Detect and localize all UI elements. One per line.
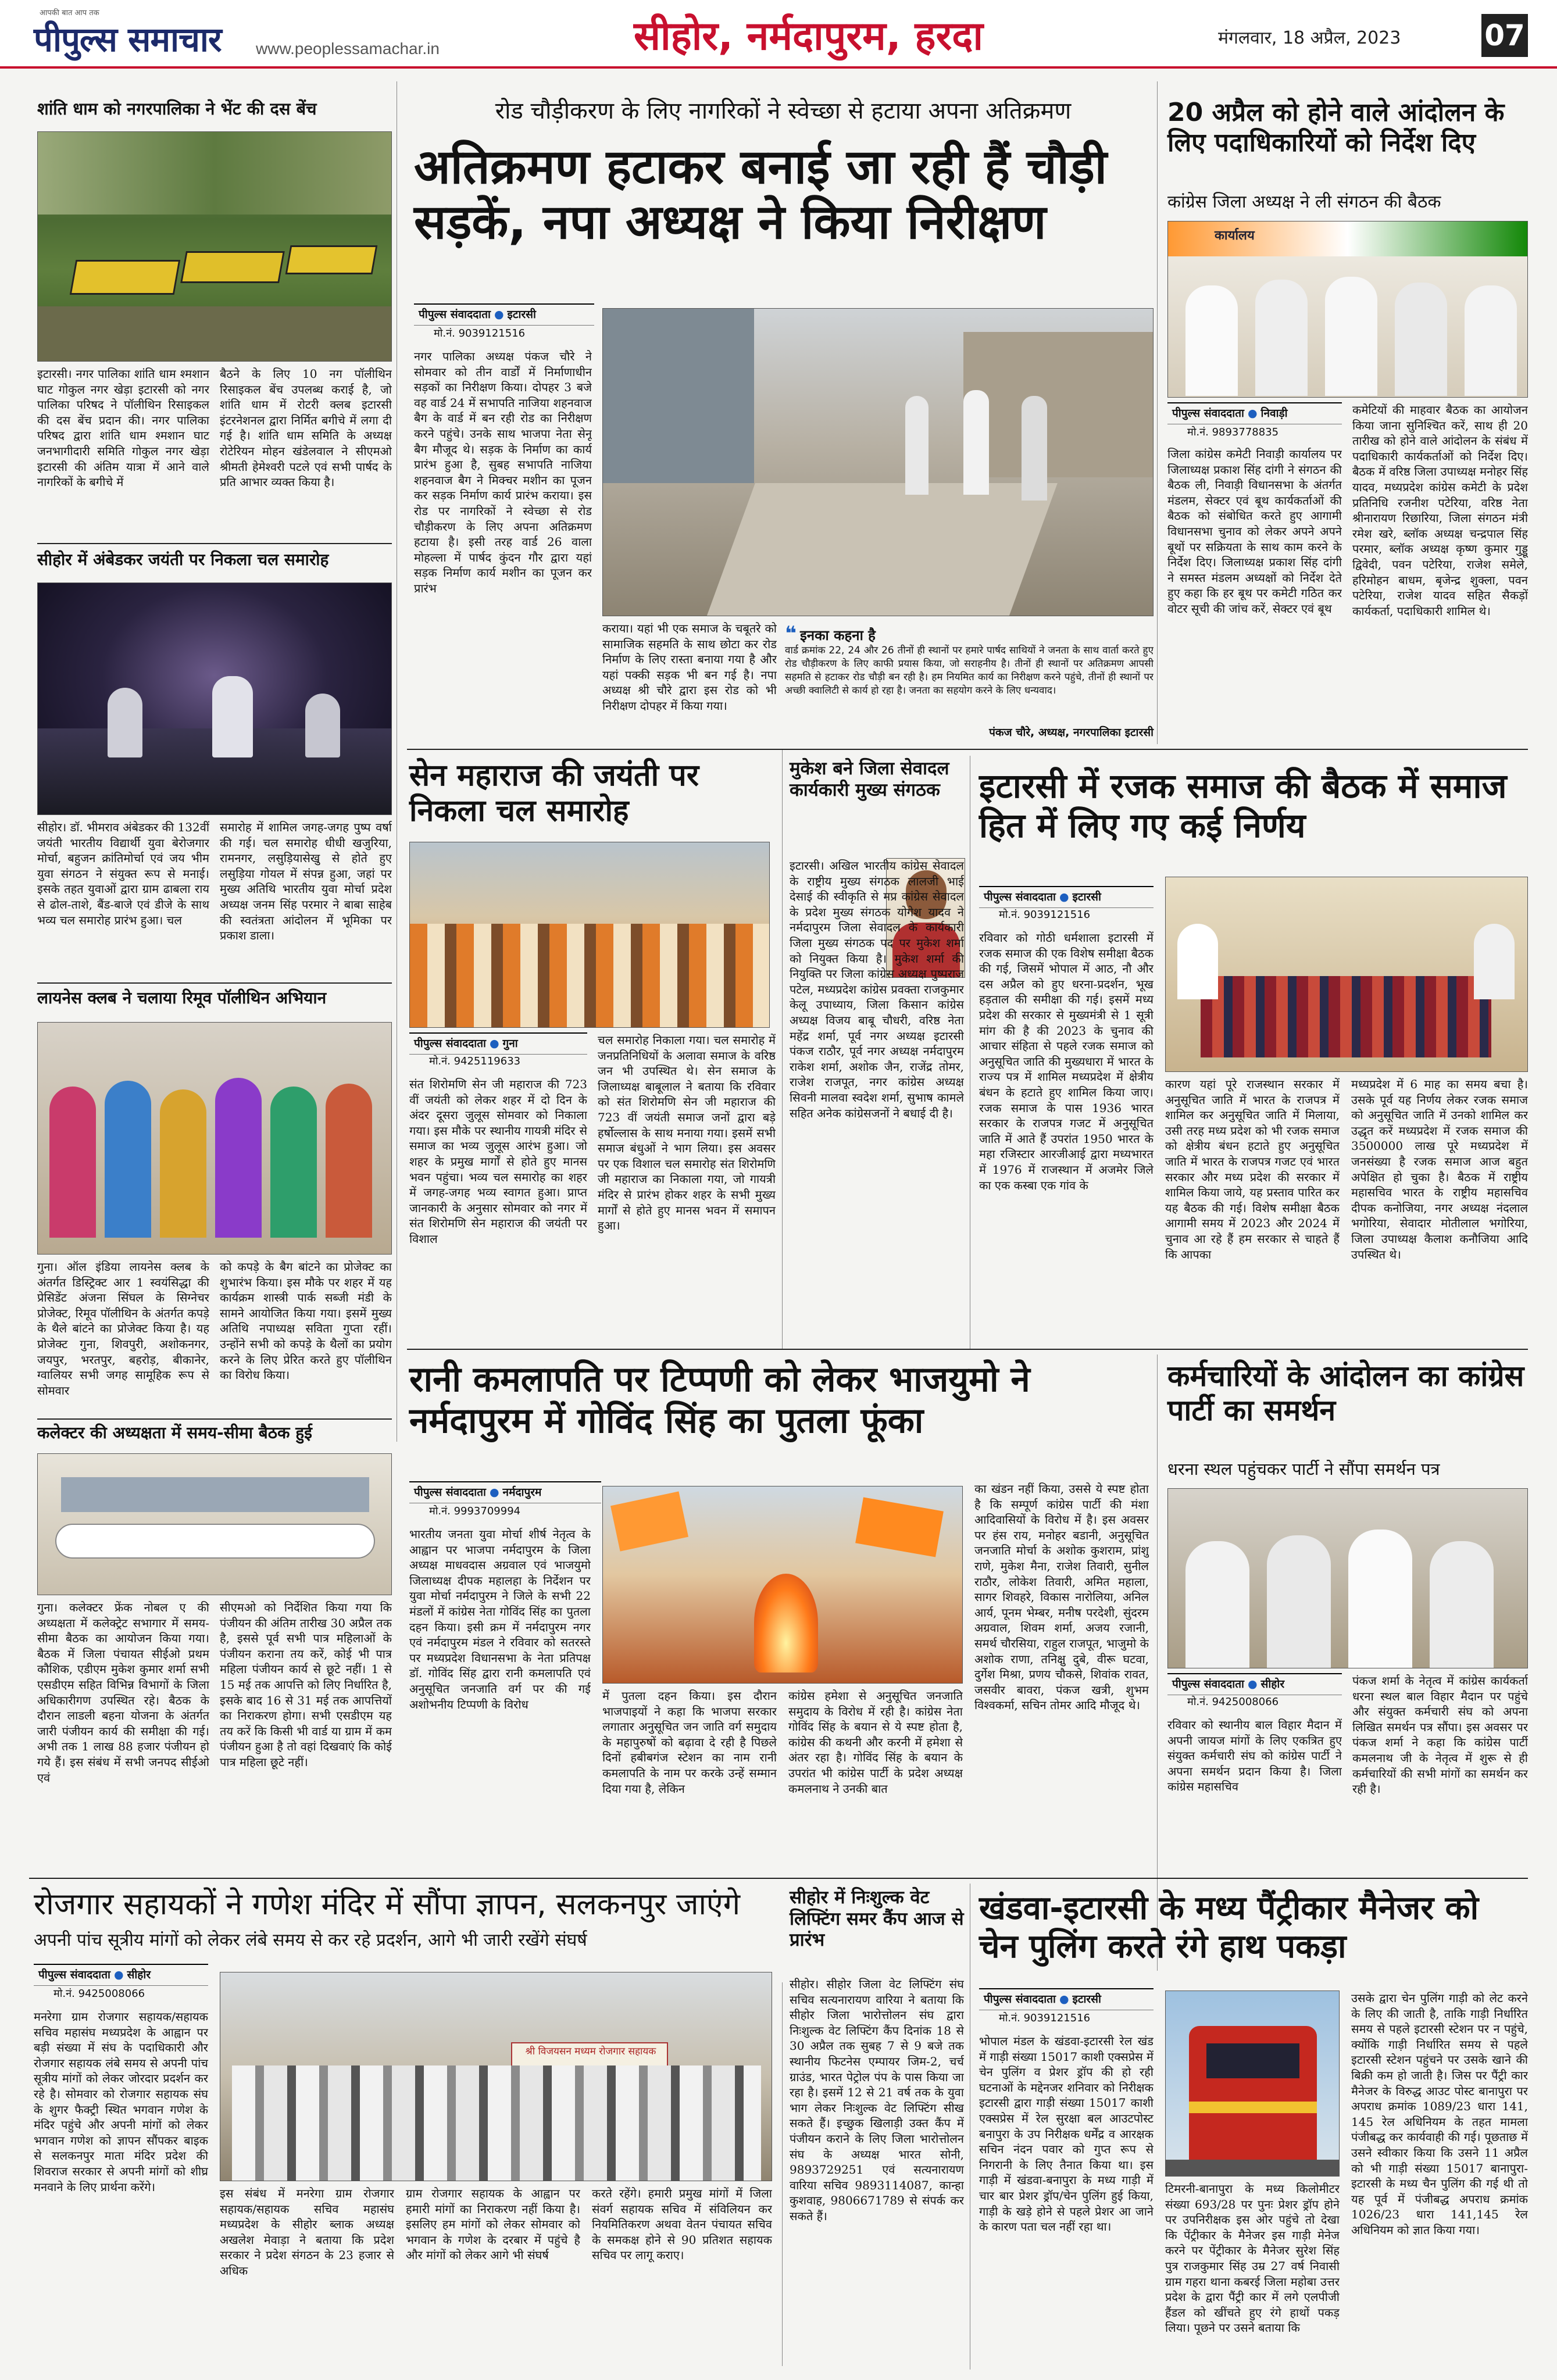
- divider: [37, 543, 392, 544]
- byline-label: पीपुल्स संवाददाता: [38, 1968, 110, 1981]
- story-body-col2: को कपड़े के बैग बांटने का प्रोजेक्ट का शुभारंभ किया। इस मौके पर शहर में यह कार्यक्रम शास्त्री पार्क सब्जी मंडी के सामने आयोजित किया गया। इसमें मुख्य अतिथि नपाध्यक्ष सविता गुप्ता रहीं। उन्होंने सभी को कपड़े के थैलों का प्रयोग करने के लिए प्रेरित करते हुए पॉलीथिन का विरोध किया।: [220, 1260, 392, 1382]
- story-kicker: रोड चौड़ीकरण के लिए नागरिकों ने स्वेच्छा से हटाया अपना अतिक्रमण: [495, 98, 1072, 124]
- region-title: सीहोर, नर्मदापुरम, हरदा: [634, 13, 983, 59]
- byline-city: सीहोर: [1260, 1678, 1285, 1691]
- byline: पीपुल्स संवाददाता ● निवाड़ी: [1167, 402, 1342, 424]
- story-headline: रानी कमलापति पर टिप्पणी को लेकर भाजयुमो ने नर्मदापुरम में गोविंद सिंह का पुतला फूंका: [409, 1359, 1030, 1441]
- logo-tag: आपकी बात आप तक: [40, 9, 99, 17]
- story-headline: 20 अप्रैल को होने वाले आंदोलन के लिए पदाधिकारियों को निर्देश दिए: [1167, 98, 1505, 158]
- story-headline: शांति धाम को नगरपालिका ने भेंट की दस बेंच: [37, 99, 317, 119]
- story-body-col1: सीहोर। डॉ. भीमराव अंबेडकर की 132वीं जयंती भारतीय विद्यार्थी युवा बेरोजगार मोर्चा, बहुजन क्रांतिमोर्चा एवं जय भीम युवा संगठन ने संयुक्त रूप से मनाई। इसके तहत युवाओं द्वारा ग्राम ढाबला राय से ढोल-ताशे, बैंड-बाजे एवं डीजे के साथ भव्य चल समारोह प्रारंभ हुआ। चल: [37, 820, 209, 927]
- quote-icon: ❝: [785, 622, 797, 645]
- story-headline: सीहोर में निःशुल्क वेट लिफ्टिंग समर कैंप आज से प्रारंभ: [790, 1887, 964, 1951]
- website-link[interactable]: www.peoplessamachar.in: [256, 40, 440, 58]
- story-subheadline: धरना स्थल पहुंचकर पार्टी ने सौंपा समर्थन पत्र: [1167, 1459, 1440, 1479]
- story-body-col3: ग्राम रोजगार सहायक के आह्वान पर हमारी मांगों का निराकरण नहीं किया है। इसलिए हम मांगों को लेकर सोमवार को भगवान के गणेश के दरबार में पहुंचे है और मांगों को लेकर आगे भी संघर्ष: [406, 2186, 580, 2263]
- page-number-value: 07: [1484, 19, 1525, 52]
- story-body-col1: गुना। कलेक्टर फ्रेंक नोबल ए की अध्यक्षता में कलेक्ट्रेट सभागार में समय-सीमा बैठक का आयोजन किया गया। बैठक में जिला पंचायत सीईओ प्रथम कौशिक, एडीएम मुकेश कुमार शर्मा सभी एसडीएम सहित विभिन्न विभागों के जिला अधिकारीगण उपस्थित रहे। बैठक के दौरान लाडली बहना योजना के अंतर्गत जारी पंजीयन कार्य की समीक्षा की गई। अभी तक 1 लाख 88 हजार पंजीयन हो गये हैं। इस संबंध में सभी जनपद सीईओ एवं: [37, 1600, 209, 1785]
- story-body-col1: रविवार को गोठी धर्मशाला इटारसी में रजक समाज की एक विशेष समीक्षा बैठक की गई, जिसमें भोपाल में आठ, नौ और दस अप्रैल को हुए धरना-प्रदर्शन, भूख हड़ताल की समीक्षा की गई। इसमें मध्य प्रदेश की सरकार से मुख्यमंत्री से 1 सूत्री मांग की है की 2023 के चुनाव की आचार संहिता से पहले रजक समाज को अनुसूचित जाति की मुख्यधारा में भारत के राज्य पत्र में शामिल मध्यप्रदेश में क्षेत्रीय बंधन के हटाते हुए शामिल किया जाए। रजक समाज के पास 1936 भारत सरकार के राजपत्र गजट में अनुसूचित जाति में आते हैं उपरांत 1950 भारत के महा रजिस्टार आरजीआई द्वारा मध्यभारत में 1976 में राजस्थान में अजमेर जिले का एक कस्बा एक गांव के: [979, 931, 1154, 1192]
- quote-attribution: पंकज चौरे, अध्यक्ष, नगरपालिका इटारसी: [989, 726, 1154, 739]
- story-body-col3: उसके द्वारा चेन पुलिंग गाड़ी को लेट करने के लिए की जाती है, ताकि गाड़ी निर्धारित समय से पहले इटारसी स्टेशन पर न पहुंचे, क्योंकि गाड़ी निर्धारित समय से पहले इटारसी स्टेशन पहुंचने पर उसके खाने की बिक्री कम हो जाती है। जिस पर पैंट्री कार मैनेजर के विरुद्ध आउट पोस्ट बानापुरा पर अपराध क्रमांक 1089/23 धारा 141, 145 रेल अधिनियम के तहत मामला पंजीबद्ध कर कार्यवाही की गई। पूछताछ में उसने स्वीकार किया कि उसने 11 अप्रैल को भी गाड़ी संख्या 15017 बानापुरा-इटारसी के मध्य चैन पुलिंग की गई थी तो यह पूर्व में पंजीबद्ध अपराध क्रमांक 1026/23 धारा 141,145 रेल अधिनियम को ज्ञात किया गया।: [1351, 1991, 1528, 2237]
- reporter-mobile: मो.नं. 9039121516: [999, 909, 1091, 921]
- byline-label: पीपुल्स संवाददाता: [414, 1037, 486, 1050]
- photo-train-engine: [1165, 1991, 1340, 2177]
- story-headline: लायनेस क्लब ने चलाया रिमूव पॉलीथिन अभियान: [37, 988, 327, 1007]
- story-body-col2: चल समारोह निकाला गया। चल समारोह में जनप्रतिनिधियों के अलावा समाज के वरिष्ठ जन भी उपस्थित थे। सेन समाज के जिलाध्यक्ष बाबूलाल ने बताया कि रविवार को संत शिरोमणि सेन जी महाराज की 723 वीं जयंती समाज जनों द्वारा बड़े हर्षोल्लास के साथ मनाया गया। इसमें सभी समाज बंधुओं ने भाग लिया। इस अवसर पर एक विशाल चल समारोह संत शिरोमणि जी महाराज का निकाला गया, जो गायत्री मंदिर से प्रारंभ होकर शहर के सभी मुख्य मार्गों से होते हुए मानस भवन में समापन हुआ।: [598, 1033, 776, 1233]
- story-headline: कर्मचारियों के आंदोलन का कांग्रेस पार्टी का समर्थन: [1167, 1359, 1524, 1427]
- reporter-mobile: मो.नं. 9039121516: [434, 327, 526, 340]
- story-headline: सेन महाराज की जयंती पर निकला चल समारोह: [409, 758, 699, 829]
- story-body-col2: सीएमओ को निर्देशित किया गया कि पंजीयन की अंतिम तारीख 30 अप्रैल तक है, इससे पूर्व सभी पात्र महिलाओं के पंजीयन कराना तय करें, कोई भी पात्र महिला पंजीयन कार्य से छूटे नहीं। 1 से 15 मई तक आपत्ति को लिए निर्धारित है, इसके बाद 16 से 31 मई तक आपत्तियों का निराकरण होगा। सभी एसडीएम यह तय करें कि किसी भी वार्ड या ग्राम में कम पंजीयन हुआ है तो वहां दिखवाएं कि कोई पात्र महिला छूटे नहीं।: [220, 1600, 392, 1769]
- office-banner: [1168, 221, 1527, 256]
- byline: पीपुल्स संवाददाता ● इटारसी: [979, 1988, 1154, 2010]
- story-subheadline: कांग्रेस जिला अध्यक्ष ने ली संगठन की बैठक: [1167, 192, 1441, 212]
- byline-label: पीपुल्स संवाददाता: [414, 1486, 486, 1499]
- column-divider: [782, 750, 783, 1349]
- photo-sen-procession: [409, 842, 770, 1028]
- reporter-mobile: मो.नं. 9039121516: [999, 2012, 1091, 2024]
- photo-rajak-meeting: [1165, 877, 1528, 1072]
- story-body-col1: भारतीय जनता युवा मोर्चा शीर्ष नेतृत्व के आह्वान पर भाजपा नर्मदापुरम के जिला अध्यक्ष माधवदास अग्रवाल एवं भाजयुमो जिलाध्यक्ष दीपक महालहा के निर्देशन पर युवा मोर्चा नर्मदापुरम ने जिले के सभी 22 मंडलों में कांग्रेस नेता गोविंद सिंह का पुतला दहन किया। इसी क्रम में नर्मदापुरम नगर एवं नर्मदापुरम मंडल ने रविवार को सतरस्ते पर मध्यप्रदेश विधानसभा के नेता प्रतिपक्ष डॉ. गोविंद सिंह द्वारा रानी कमलापति एवं अनुसूचित जनजाति वर्ग पर की गई अशोभनीय टिप्पणी के विरोध: [409, 1527, 591, 1711]
- reporter-mobile: मो.नं. 9425119633: [429, 1055, 521, 1067]
- story-body-col1: भोपाल मंडल के खंडवा-इटारसी रेल खंड में गाड़ी संख्या 15017 काशी एक्सप्रेस में चेन पुलिंग व प्रेशर ड्रॉप की हो रही घटनाओं के मद्देनजर शनिवार को निरीक्षक इटारसी द्वारा गाड़ी संख्या 15017 काशी एक्सप्रेस में रेल सुरक्षा बल आउटपोस्ट बनापुरा के उप निरीक्षक धर्मेंद्र व आरक्षक सचिन नंदन पवार को गुप्त रूप से निगरानी के लिए तैनात किया था। इस गाड़ी में खंडवा-बनापुरा के मध्य गाड़ी में चार बार प्रेशर ड्रॉप/चेन पुलिंग हुई किया, गाड़ी के खड़े होने से पहले प्रेशर आ जाने के कारण पता चल नहीं रहा था।: [979, 2034, 1154, 2234]
- story-body-col1: संत शिरोमणि सेन जी महाराज की 723 वीं जयंती को लेकर शहर में दो दिन के अंदर दूसरा जुलूस सोमवार को निकाला गया। इस मौके पर स्थानीय गायत्री मंदिर से समाज का भव्य जुलूस आरंभ हुआ। जो शहर के प्रमुख मार्गों से होते हुए मानस भवन पहुंचा। भव्य चल समारोह का शहर में जगह-जगह भव्य स्वागत हुआ। प्राप्त जानकारी के अनुसार सोमवार को नगर में संत शिरोमणि सेन महाराज की जयंती पर विशाल: [409, 1077, 587, 1246]
- quote-box: [785, 621, 1154, 743]
- divider: [37, 982, 392, 984]
- photo-lioness-club: [37, 1022, 392, 1255]
- byline: पीपुल्स संवाददाता ● नर्मदापुरम: [409, 1481, 601, 1503]
- byline-city: सीहोर: [127, 1968, 151, 1981]
- photo-rojgar-protest: [220, 1972, 772, 2181]
- story-subheadline: अपनी पांच सूत्रीय मांगों को लेकर लंबे समय से कर रहे प्रदर्शन, आगे भी जारी रखेंगे संघर्ष: [34, 1930, 587, 1950]
- divider: [407, 1349, 1528, 1350]
- story-body-col1: गुना। ऑल इंडिया लायनेस क्लब के अंतर्गत डिस्ट्रिक्ट आर 1 स्वयंसिद्धा की प्रेसिडेंट अंजना सिंघल के सिग्नेचर प्रोजेक्ट, रिमूव पॉलीथिन के अंतर्गत कपड़े के थैले बांटने का प्रोजेक्ट किया है। यह प्रोजेक्ट गुना, शिवपुरी, अशोकनगर, जयपुर, भरतपुर, बहरोड़, बीकानेर, ग्वालियर सभी जगह सामूहिक रूप से सोमवार: [37, 1260, 209, 1398]
- divider: [407, 749, 1528, 750]
- story-headline: रोजगार सहायकों ने गणेश मंदिर में सौंपा ज्ञापन, सलकनपुर जाएंगे: [34, 1887, 740, 1922]
- photo-karmachari-protest: [1167, 1488, 1528, 1668]
- issue-date: मंगलवार, 18 अप्रैल, 2023: [1218, 28, 1401, 48]
- story-body-col2: कारण यहां पूरे राजस्थान सरकार में अनुसूचित जाति में भारत के राजपत्र में शामिल कर अनुसूचित जाति में मिलाया, उसी तरह मध्य प्रदेश को भी रजक समाज को क्षेत्रीय बंधन हटाते हुए अनुसूचित जाति में भारत के राजपत्र गजट एवं भारत सरकार और मध्य प्रदेश की सरकार में शामिल किया जाये, यह प्रस्ताव पारित कर यह बैठक की गई। विशेष समीक्षा बैठक आगामी समय में 2023 और 2024 में चुनाव आ रहे हैं हम सरकार से चाहते हैं कि आपका: [1165, 1077, 1340, 1262]
- divider: [37, 1418, 392, 1420]
- photo-procession-night: [37, 583, 392, 815]
- story-body-col2: समारोह में शामिल जगह-जगह पुष्प वर्षा की गई। चल समारोह धीधी खजुरिया, रामनगर, लसुड़ियासेखु से होते हुए लसुड़िया गोयल में संपन्न हुआ, जहां पर मुख्य अतिथि भारतीय युवा मोर्चा प्रदेश अध्यक्ष जनम सिंह परमार ने बाबा साहेब की स्वतंत्रता आंदोलन में भूमिका पर प्रकाश डाला।: [220, 820, 392, 943]
- quote-title: [785, 621, 876, 647]
- quote-title-text: इनका कहना है: [799, 627, 876, 644]
- byline: पीपुल्स संवाददाता ● गुना: [409, 1032, 587, 1055]
- story-body-col2: कमेटियों की माहवार बैठक का आयोजन किया जाना सुनिश्चित करें, साथ ही 20 तारीख को होने वाले आंदोलन के संबंध में पदाधिकारी कार्यकर्ताओं को निर्देश दिए। बैठक में वरिष्ठ जिला उपाध्यक्ष मनोहर सिंह यादव, मध्यप्रदेश कांग्रेस कमेटी के प्रदेश प्रतिनिधि रजनीश पटेरिया, वरिष्ठ नेता श्रीनारायण रिछारिया, जिला संगठन मंत्री रमेश खरे, ब्लॉक अध्यक्ष चन्द्रपाल सिंह परमार, ब्लॉक अध्यक्ष कृष्ण कुमार गुड्डू द्विवेदी, पवन पटेरिया, राजेश समेले, हरिमोहन बाधम, बृजेन्द्र शुक्ला, पवन पटेरिया, राजेश यादव सहित सैकड़ों कार्यकर्ता, पदाधिकारी शामिल थे।: [1352, 403, 1528, 618]
- story-body-col2: कराया। यहां भी एक समाज के चबूतरे को सामाजिक सहमति के साथ छोटा कर रोड निर्माण के लिए रास्ता बनाया गया है और यहां पक्की सड़क भी बन गई है। नपा अध्यक्ष श्री चौरे द्वारा इस रोड को भी निरीक्षण दोपहर में किया गया।: [602, 621, 777, 713]
- byline-city: गुना: [502, 1037, 518, 1050]
- story-body-col2: बैठने के लिए 10 नग पॉलीथिन रिसाइकल बेंच उपलब्ध कराई है, जो शांति धाम में रोटरी क्लब इटारसी इंटरनेशनल द्वारा निर्मित बगीचे में लगा दी गई है। शांति धाम समिति के अध्यक्ष रोटेरियन मोहन खंडेलवाल ने सीएमओ श्रीमती हेमेश्वरी पटले एवं सभी पार्षद के प्रति आभार व्यक्त किया है।: [220, 367, 392, 489]
- story-body-col3: मध्यप्रदेश में 6 माह का समय बचा है। उसके पूर्व यह निर्णय लेकर रजक समाज को अनुसूचित जाति में उनको शामिल कर उद्धृत करें मध्यप्रदेश में रजक समाज की 3500000 लाख पूरे मध्यप्रदेश में जनसंख्या है रजक समाज आज बहुत अपेक्षित हो चुका है। बैठक में राष्ट्रीय महासचिव भारत के राष्ट्रीय महासचिव दीपक कनोजिया, नगर अध्यक्ष नंदलाल भगोरिया, सेवादार मोतीलाल भगोरिया, जिला उपाध्यक्ष कैलाश कनौजिया आदि उपस्थित थे।: [1351, 1077, 1528, 1262]
- story-body-col2: इस संबंध में मनरेगा ग्राम रोजगार सहायक/सहायक सचिव महासंघ मध्यप्रदेश के सीहोर ब्लाक अध्यक्ष अखलेश मेवाड़ा ने बताया कि प्रदेश सरकार ने प्रदेश संगठन के 23 हजार से अधिक: [220, 2186, 394, 2278]
- byline: पीपुल्स संवाददाता ● सीहोर: [1167, 1673, 1342, 1695]
- story-body-col4: करते रहेंगे। हमारी प्रमुख मांगों में जिला संवर्ग सहायक सचिव में संविलियन कर नियमितिकरण अथवा वेतन पंचायत सचिव के समकक्ष होने से 90 प्रतिशत सहायक सचिव पर लागू कराए।: [592, 2186, 772, 2263]
- story-body-col1: रविवार को स्थानीय बाल विहार मैदान में अपनी जायज मांगों के लिए एकत्रित हुए संयुक्त कर्मचारी संघ को कांग्रेस पार्टी ने अपना समर्थन प्रदान किया है। जिला कांग्रेस महासचिव: [1167, 1718, 1342, 1794]
- byline: पीपुल्स संवाददाता ● इटारसी: [414, 303, 594, 326]
- story-headline: खंडवा-इटारसी के मध्य पैंट्रीकार मैनेजर को चेन पुलिंग करते रंगे हाथ पकड़ा: [979, 1889, 1479, 1966]
- story-body-col1: मनरेगा ग्राम रोजगार सहायक/सहायक सचिव महासंघ मध्यप्रदेश के आह्वान पर बड़ी संख्या में संघ के पदाधिकारी और रोजगार सहायक लंबे समय से अपनी पांच सूत्रीय मांगों को लेकर जोरदार प्रदर्शन कर रहे है। सोमवार को रोजगार सहायक संघ के शुगर फैक्ट्री स्थित भगवान गणेश के मंदिर पहुंचे और अपनी मांगों को लेकर भगवान गणेश को ज्ञापन सौंपकर बाइक से सलकनपुर माता मंदिर प्रदेश की शिवराज सरकार से अपनी मांगों को शीघ्र मनवाने के लिए प्रार्थना करेंगे।: [34, 2010, 208, 2194]
- byline-label: पीपुल्स संवाददाता: [984, 1993, 1056, 2006]
- reporter-mobile: मो.नं. 9993709994: [429, 1505, 521, 1517]
- story-body-col3: कांग्रेस हमेशा से अनुसूचित जनजाति समुदाय के विरोध में रही है। कांग्रेस नेता गोविंद सिंह के बयान से ये स्पष्ट होता है, कांग्रेस की कथनी और करनी में हमेशा से अंतर रहा है। गोविंद सिंह के बयान के उपरांत भी कांग्रेस पार्टी के प्रदेश अध्यक्ष कमलनाथ ने उनकी बात: [788, 1689, 963, 1796]
- story-body-col2: में पुतला दहन किया। इस दौरान भाजपाइयों ने कहा कि भाजपा सरकार लगातार अनुसूचित जन जाति वर्ग समुदाय के महापुरुषों को बढ़ावा दे रही है पिछले दिनों हबीबगंज स्टेशन का नाम रानी कमलापति के नाम पर करके उन्हें सम्मान दिया गया है, लेकिन: [602, 1689, 777, 1796]
- photo-road-work: [602, 308, 1154, 616]
- story-headline: कलेक्टर की अध्यक्षता में समय-सीमा बैठक हुई: [37, 1423, 312, 1442]
- protest-banner-text: श्री विजयसन मध्यम रोजगार सहायक: [525, 2046, 656, 2057]
- reporter-mobile: मो.नं. 9425008066: [53, 1988, 145, 2000]
- reporter-mobile: मो.नं. 9425008066: [1187, 1696, 1279, 1708]
- story-body-col1: इटारसी। नगर पालिका शांति धाम श्मशान घाट गोकुल नगर खेड़ा इटारसी को नगर पालिका परिषद ने पॉलीथिन रिसाइकल की दस बेंच प्रदान की। नगर पालिका परिषद द्वारा शांति धाम श्मशान घाट जनभागीदारी समिति गोकुल नगर खेड़ा इटारसी की अंतिम यात्रा में आने वाले नागरिकों के बगीचे में: [37, 367, 209, 489]
- column-divider: [1157, 81, 1158, 744]
- byline-city: निवाड़ी: [1260, 407, 1288, 420]
- byline-label: पीपुल्स संवाददाता: [419, 308, 491, 321]
- byline-city: नर्मदापुरम: [502, 1486, 542, 1499]
- story-headline: इटारसी में रजक समाज की बैठक में समाज हित में लिए गए कई निर्णय: [979, 766, 1507, 846]
- byline-city: इटारसी: [1072, 891, 1101, 903]
- byline-label: पीपुल्स संवाददाता: [1172, 1678, 1244, 1691]
- byline: पीपुल्स संवाददाता ● इटारसी: [979, 886, 1154, 908]
- byline: पीपुल्स संवाददाता ● सीहोर: [34, 1964, 208, 1986]
- byline-label: पीपुल्स संवाददाता: [984, 891, 1056, 903]
- story-body-col1: नगर पालिका अध्यक्ष पंकज चौरे ने सोमवार को तीन वार्डों में निर्माणाधीन सड़कों का निरीक्षण किया। दोपहर 3 बजे वह वार्ड 24 में सभापति नाजिया शहनवाज बैग के वार्ड में बन रही रोड का निरीक्षण करने पहुंचे। उनके साथ भाजपा नेता सेनू बैग मौजूद थे। सड़क के निर्माण का कार्य प्रारंभ हुआ है, सुबह सभापति नाजिया शहनवाज बैग ने मिक्चर मशीन का पूजन कर सड़क निर्माण कार्य प्रारंभ कराया। इस रोड पर नागरिकों ने स्वेच्छा से रोड चौड़ीकरण के लिए अपना अतिक्रमण हटाया है। इसी तरह वार्ड 26 वाला मोहल्ला में पार्षद कुंदन गौर द्वारा यहां सड़क निर्माण कार्य मशीन का पूजन कर प्रारंभ: [414, 349, 592, 595]
- column-divider: [782, 1982, 783, 2366]
- office-banner-text: कार्यालय: [1215, 228, 1255, 243]
- story-body: सीहोर। सीहोर जिला वेट लिफ्टिंग संघ सचिव सत्यनारायण वारिया ने बताया कि सीहोर जिला भारोत्तोलन संघ द्वारा निःशुल्क वेट लिफ्टिंग कैंप दिनांक 18 से 30 अप्रैल तक सुबह 7 से 9 बजे तक स्थानीय फिटनेस एम्पायर जिम-2, चर्च ग्राउंड, भारत पेट्रोल पंप के पास किया जा रहा है। इसमें 12 से 21 वर्ष तक के युवा भाग लेकर निःशुल्क वेट लिफ्टिंग सीख सकते हैं। इच्छुक खिलाड़ी उक्त कैंप में पंजीयन कराने के लिए जिला भारोत्तोलन संघ के अध्यक्ष भारत सोनी, 9893729251 एवं सत्यनारायण वारिया सचिव 9893114087, कान्हा कुशवाह, 9806671789 से संपर्क कर सकते हैं।: [790, 1977, 964, 2223]
- story-headline: अतिक्रमण हटाकर बनाई जा रही हैं चौड़ी सड़कें, नपा अध्यक्ष ने किया निरीक्षण: [414, 140, 1108, 251]
- reporter-mobile: मो.नं. 9893778835: [1187, 426, 1279, 438]
- story-body: इटारसी। अखिल भारतीय कांग्रेस सेवादल के राष्ट्रीय मुख्य संगठक लालजी भाई देसाई की स्वीकृति से मप्र कांग्रेस सेवादल के प्रदेश मुख्य संगठक योगेश यादव ने नर्मदापुरम जिला सेवादल के कार्यकारी जिला मुख्य संगठक पद पर मुकेश शर्मा को नियुक्त किया है। मुकेश शर्मा की नियुक्ति पर जिला कांग्रेस अध्यक्ष पुष्पराज पटेल, मध्यप्रदेश कांग्रेस प्रवक्ता राजकुमार केलू उपाध्याय, जिला किसान कांग्रेस अध्यक्ष विजय बाबू चौधरी, वरिष्ठ नेता महेंद्र शर्मा, पूर्व नगर अध्यक्ष इटारसी पंकज राठौर, पूर्व नगर अध्यक्ष नर्मदापुरम राकेश शर्मा, अशोक जैन, राजेंद्र तोमर, राजेश राजपूत, नगर कांग्रेस अध्यक्ष सिवनी मालवा स्वदेश शर्मा, सुभाष कामले सहित अनेक कांग्रेसजनों ने बधाई दी है।: [790, 859, 964, 1120]
- byline-city: इटारसी: [507, 308, 536, 321]
- divider: [29, 1878, 1528, 1879]
- masthead: [0, 0, 1557, 69]
- quote-text: वार्ड क्रमांक 22, 24 और 26 तीनों ही स्थानों पर हमारे पार्षद साथियों ने जनता के साथ वार्ता करते हुए रोड चौड़ीकरण के लिए काफी प्रयास किया, जो सराहनीय है। तीनों ही स्थानों पर अतिक्रमण आपसी सहमति से हटाकर रोड चौड़ी बन रही है। हम नियमित कार्य का निरीक्षण करने पहुंचे, तीनों ही स्थानों पर अच्छी क्वालिटी से कार्य हो रहा है। जनता का सहयोग करने के लिए धन्यवाद।: [785, 645, 1154, 697]
- story-headline: मुकेश बने जिला सेवादल कार्यकारी मुख्य संगठक: [790, 758, 949, 801]
- photo-meeting-hall: [37, 1453, 392, 1595]
- byline-label: पीपुल्स संवाददाता: [1172, 407, 1244, 420]
- story-body-col2: टिमरनी-बानापुरा के मध्य किलोमीटर संख्या 693/28 पर पुनः प्रेशर ड्रॉप होने पर उपनिरीक्षक इस ओर पहुंचे तो देखा कि पेंट्रीकार के मैनेजर इस गाड़ी मेनेज करने पर पेंट्रीकार के मैनेजर सुरेश सिंह पुत्र राजकुमार सिंह उम्र 27 वर्ष निवासी ग्राम गहरा थाना कबरई जिला महोबा उत्तर प्रदेश के द्वारा पैंट्री कार में लगे एलपीजी हैंडल को खींचते हुए रंगे हाथों पकड़ लिया। पूछने पर उसने बताया कि: [1165, 2182, 1340, 2335]
- story-body-col2: पंकज शर्मा के नेतृत्व में कांग्रेस कार्यकर्ता धरना स्थल बाल विहार मैदान पर पहुंचे और संयुक्त कर्मचारी संघ को अपना लिखित समर्थन पत्र सौंपा। इस अवसर पर पंकज शर्मा ने कहा कि कांग्रेस पार्टी कमलनाथ जी के नेतृत्व में शुरू से ही कर्मचारियों की सभी मांगों का समर्थन कर रही है।: [1352, 1674, 1528, 1796]
- story-body-col1: जिला कांग्रेस कमेटी निवाड़ी कार्यालय पर जिलाध्यक्ष प्रकाश सिंह दांगी ने संगठन की बैठक ली, निवाड़ी विधानसभा के अंतर्गत मंडलम, सेक्टर एवं बूथ कार्यकर्ताओं की बैठक को संबोधित करते हुए आगामी विधानसभा चुनाव को लेकर अपने अपने बूथों पर सक्रियता के साथ काम करने के निर्देश दिए। जिलाध्यक्ष प्रकाश सिंह दांगी ने समस्त मंडलम अध्यक्षों को निर्देश देते हुए कहा कि हर बूथ पर कमेटी गठित कर वोटर सूची की जांच करें, सेक्टर एवं बूथ: [1167, 447, 1342, 616]
- byline-city: इटारसी: [1072, 1993, 1101, 2006]
- photo-congress-meeting: [1167, 221, 1528, 398]
- story-headline: सीहोर में अंबेडकर जयंती पर निकला चल समारोह: [37, 550, 329, 569]
- logo-text: पीपुल्स समाचार: [34, 20, 222, 59]
- page-number: [1481, 14, 1528, 57]
- photo-effigy-burning: [602, 1486, 963, 1684]
- story-body-col4: का खंडन नहीं किया, उससे ये स्पष्ट होता है कि सम्पूर्ण कांग्रेस पार्टी की मंशा आदिवासियों के विरोध में है। इस अवसर पर हंस राय, मनोहर बडानी, अनुसूचित जनजाति मोर्चा के अशोक कुशराम, प्रांशु राणे, मुकेश मैना, राजेश तिवारी, सुनील राठौर, लोकेश तिवारी, अमित महाला, सागर शिवहरे, विकास नारोलिया, अनिल आर्य, पूनम भेम्बर, मनीष परदेशी, सुंदरम अग्रवाल, शिवम शर्मा, अजय रजानी, समर्थ चौरसिया, राहुल राजपूत, भाजुमो के अशोक राणा, तनिक्षु दुबे, वीरू घटवा, दुर्गेश मिश्रा, प्रणय चौकसे, शिवांक रावत, जसवीर बावरा, पंकज खत्री, शुभम विश्वकर्मा, सचिन तोमर आदि मौजूद थे।: [974, 1482, 1149, 1713]
- photo-benches: [37, 131, 392, 362]
